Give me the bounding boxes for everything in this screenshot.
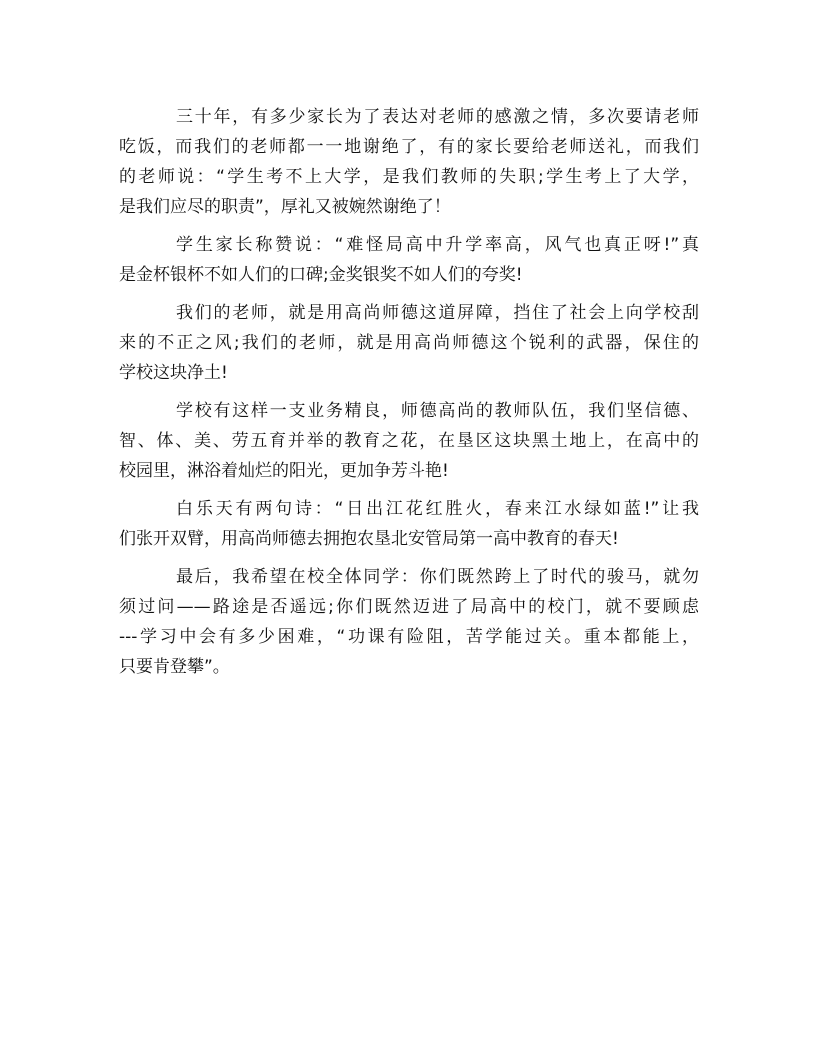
paragraph-line: 智、体、美、劳五育并举的教育之花，在垦区这块黑土地上，在高中的 [119, 431, 699, 451]
paragraph-line: 的老师说：“学生考不上大学，是我们教师的失职;学生考上了大学， [119, 167, 699, 187]
paragraph-line: 学生家长称赞说：“难怪局高中升学率高，风气也真正呀!”真 [176, 235, 699, 255]
paragraph-line: 学校这块净土! [119, 363, 228, 383]
paragraph-line: 来的不正之风;我们的老师，就是用高尚师德这个锐利的武器，保住的 [119, 333, 699, 353]
paragraph-3 [119, 298, 699, 388]
document-body [119, 102, 699, 682]
paragraph-line: ---学习中会有多少困难，“功课有险阻，苦学能过关。重本都能上， [119, 627, 699, 647]
paragraph-line: 须过问——路途是否遥远;你们既然迈进了局高中的校门，就不要顾虑 [119, 597, 699, 617]
paragraph-line: 三十年，有多少家长为了表达对老师的感激之情，多次要请老师 [176, 107, 699, 127]
paragraph-line: 最后，我希望在校全体同学：你们既然跨上了时代的骏马，就勿 [176, 567, 699, 587]
paragraph-1 [119, 102, 699, 222]
paragraph-line: 是我们应尽的职责”，厚礼又被婉然谢绝了！ [119, 197, 451, 217]
paragraph-line: 们张开双臂，用高尚师德去拥抱农垦北安管局第一高中教育的春天! [119, 529, 619, 549]
paragraph-line: 学校有这样一支业务精良，师德高尚的教师队伍，我们坚信德、 [176, 401, 699, 421]
paragraph-line: 我们的老师，就是用高尚师德这道屏障，挡住了社会上向学校刮 [176, 303, 699, 323]
paragraph-line: 白乐天有两句诗：“日出江花红胜火，春来江水绿如蓝!”让我 [176, 499, 699, 519]
paragraph-4 [119, 396, 699, 486]
paragraph-line: 是金杯银杯不如人们的口碑;金奖银奖不如人们的夸奖! [119, 265, 523, 285]
paragraph-line: 吃饭，而我们的老师都一一地谢绝了，有的家长要给老师送礼，而我们 [119, 137, 699, 157]
paragraph-6 [119, 562, 699, 682]
paragraph-line: 校园里，淋浴着灿烂的阳光，更加争芳斗艳! [119, 461, 449, 481]
paragraph-line: 只要肯登攀”。 [119, 657, 230, 677]
paragraph-5 [119, 494, 699, 554]
paragraph-2 [119, 230, 699, 290]
